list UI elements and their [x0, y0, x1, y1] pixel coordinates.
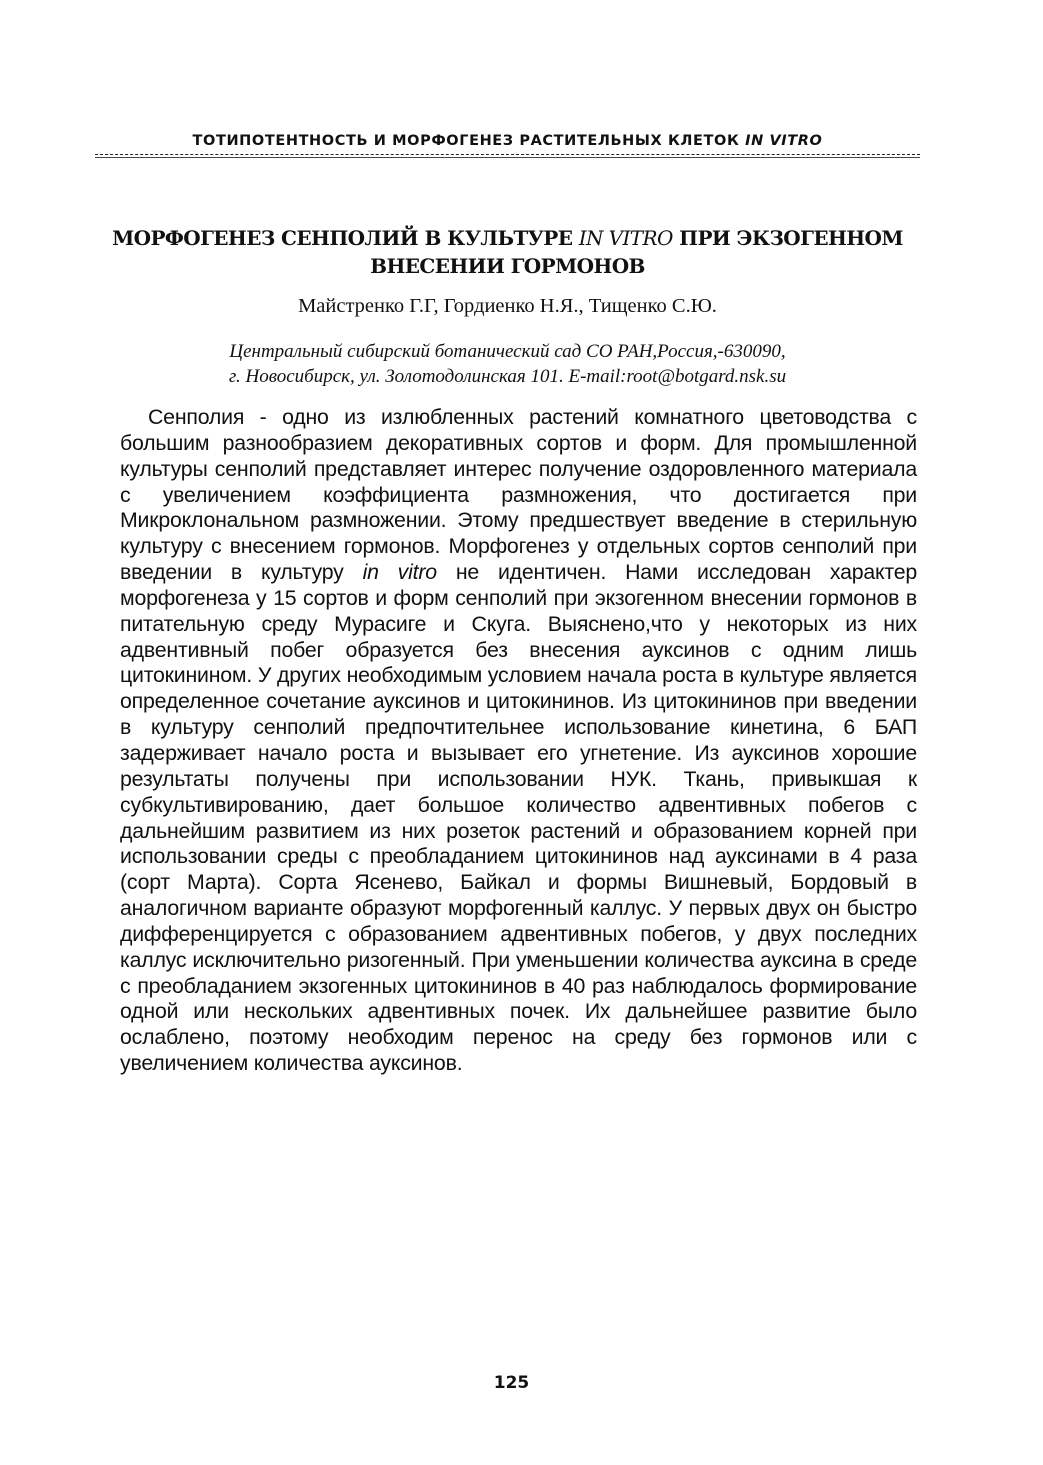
- running-header-text: ТОТИПОТЕНТНОСТЬ И МОРФОГЕНЕЗ РАСТИТЕЛЬНЫХ КЛЕТОК: [192, 133, 746, 149]
- header-rule-underline: [95, 157, 920, 158]
- affiliation-line-1: Центральный сибирский ботанический сад СО РАН,Россия,-630090,: [229, 341, 786, 362]
- running-header: [95, 133, 920, 149]
- article-title: [80, 224, 935, 280]
- authors: Майстренко Г.Г, Гордиенко Н.Я., Тищенко С.Ю.: [298, 295, 717, 317]
- title-part2: ПРИ ЭКЗОГЕННОМ ВНЕСЕНИИ ГОРМОНОВ: [370, 226, 903, 278]
- page-number: 125: [493, 1373, 530, 1393]
- affiliation-line-2: г. Новосибирск, ул. Золотодолинская 101. E-mail:root@botgard.nsk.su: [228, 366, 787, 387]
- body-text-part2: не идентичен. Нами исследован характер морфогенеза у 15 сортов и форм сенполий при экзогенном внесении гормонов в питательную среду Мурасиге и Скуга. Выяснено,что у некоторых из них адвентивный побег образуется без внесения ауксинов с одним лишь цитокинином. У других необходимым условием начала роста в культуре является определенное сочетание ауксинов и цитокининов. Из цитокининов при введении в культуру сенполий предпочтительнее использование кинетина, 6 БАП задерживает начало роста и вызывает его угнетение. Из ауксинов хорошие результаты получены при использовании НУК. Ткань, привыкшая к субкультивированию, дает большое количество адвентивных побегов с дальнейшим развитием из них розеток растений и образованием корней при использовании среды с преобладанием цитокининов над ауксинами в 4 раза (сорт Марта). Сорта Ясенево, Байкал и формы Вишневый, Бордовый в аналогичном варианте образуют морфогенный каллус. У первых двух он быстро дифференцируется с образованием адвентивных побегов, у двух последних каллус исключительно ризогенный. При уменьшении количества ауксина в среде с преобладанием экзогенных цитокининов в 40 раз наблюдалось формирование одной или нескольких адвентивных почек. Их дальнейшее развитие было ослаблено, поэтому необходим перенос на среду без гормонов или с увеличением количества ауксинов.: [120, 560, 917, 1076]
- body-text-part1: Сенполия - одно из излюбленных растений комнатного цветоводства с большим разнообразием декоративных сортов и форм. Для промышленной культуры сенполий представляет интерес получение оздоровленного материала с увеличением коэффициента размножения, что достигается при Микроклональном размножении. Этому предшествует введение в стерильную культуру с внесением гормонов. Морфогенез у отдельных сортов сенполий при введении в культуру: [120, 405, 917, 585]
- affiliation: [80, 339, 935, 389]
- title-part1: МОРФОГЕНЕЗ СЕНПОЛИЙ В КУЛЬТУРЕ: [112, 226, 579, 250]
- abstract-body: [120, 405, 917, 1077]
- body-text-italic: in vitro: [362, 560, 437, 585]
- running-header-italic: IN VITRO: [745, 133, 823, 149]
- header-rule: [95, 154, 920, 155]
- title-italic: IN VITRO: [578, 226, 673, 250]
